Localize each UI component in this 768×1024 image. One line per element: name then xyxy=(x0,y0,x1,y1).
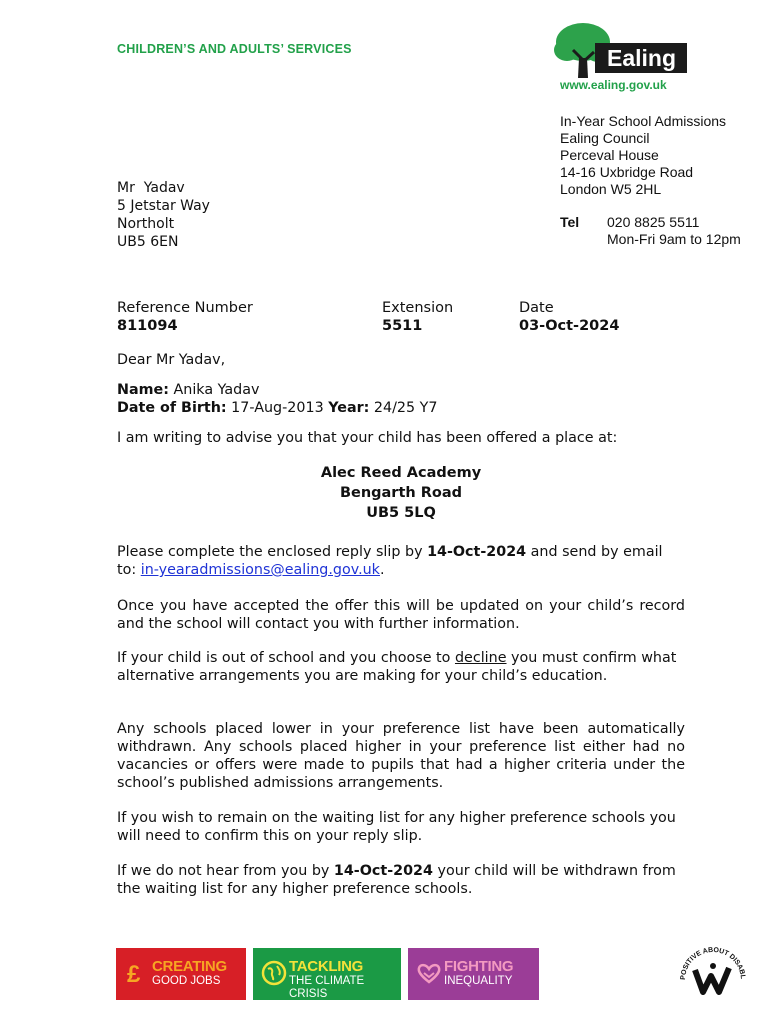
extension-label: Extension xyxy=(382,300,454,316)
school-postcode: UB5 5LQ xyxy=(366,505,436,521)
reply-text: . xyxy=(379,562,385,578)
child-dob: 17-Aug-2013 xyxy=(231,400,324,416)
recipient-name: Mr Yadav xyxy=(117,180,185,196)
date-label: Date xyxy=(519,300,554,316)
badge-subtitle: INEQUALITY xyxy=(444,975,513,987)
date-field xyxy=(519,299,619,335)
address-line: 14-16 Uxbridge Road xyxy=(560,164,694,180)
reply-text: Please complete the enclosed reply slip by xyxy=(117,544,428,560)
recipient-line: Northolt xyxy=(117,216,175,232)
school-name: Alec Reed Academy xyxy=(320,465,482,481)
tel-number[interactable]: 020 8825 5511 xyxy=(607,214,700,230)
website-link[interactable]: www.ealing.gov.uk xyxy=(560,78,667,92)
extension-value: 5511 xyxy=(382,318,423,334)
decline-paragraph: If your child is out of school and you choose to decline you must confirm what alternative arrangements you are making for your child’s education. xyxy=(117,650,677,684)
badge-tackling-climate-crisis xyxy=(253,948,401,1000)
reply-instructions xyxy=(117,543,685,579)
withdraw-paragraph: If we do not hear from you by 14-Oct-2024 your child will be withdrawn from the waiting list for any higher preference schools. xyxy=(117,863,676,897)
school-street: Bengarth Road xyxy=(339,485,463,501)
admissions-email-link[interactable]: in-yearadmissions@ealing.gov.uk xyxy=(140,562,380,578)
preferences-paragraph: Any schools placed lower in your preference list have been automatically withdrawn. Any schools placed higher in your preference list either had no vacancies or offers were made to pupils that had a higher criteria under the school’s published admissions arrangements. xyxy=(117,721,685,791)
reference-value: 811094 xyxy=(117,318,178,334)
badge-subtitle: GOOD JOBS xyxy=(152,975,221,987)
badge-creating-good-jobs xyxy=(116,948,246,1000)
heart-hands-icon xyxy=(416,960,442,986)
address-line: In-Year School Admissions xyxy=(560,113,727,129)
disability-confident-logo xyxy=(673,940,753,1010)
intro-text: I am writing to advise you that your child has been offered a place at: xyxy=(117,430,618,446)
badge-title: CREATING xyxy=(152,958,227,975)
address-line: Ealing Council xyxy=(560,130,650,146)
logo-wordmark: Ealing xyxy=(595,43,687,73)
reply-deadline: 14-Oct-2024 xyxy=(427,544,527,560)
recipient-address xyxy=(117,179,210,251)
child-details xyxy=(117,381,685,417)
address-line: Perceval House xyxy=(560,147,659,163)
globe-icon xyxy=(261,960,287,986)
tel-label: Tel xyxy=(560,214,580,230)
address-line: London W5 2HL xyxy=(560,181,662,197)
ealing-logo[interactable] xyxy=(553,20,693,96)
recipient-line: 5 Jetstar Way xyxy=(117,198,210,214)
pound-icon xyxy=(124,960,150,986)
salutation: Dear Mr Yadav, xyxy=(117,352,226,368)
badge-fighting-inequality xyxy=(408,948,539,1000)
office-hours: Mon-Fri 9am to 12pm xyxy=(607,231,741,247)
svg-text:POSITIVE ABOUT DISABLED PEOPLE: POSITIVE ABOUT DISABL xyxy=(679,946,747,981)
recipient-postcode: UB5 6EN xyxy=(117,234,179,250)
reference-field xyxy=(117,299,253,335)
name-label: Name: xyxy=(117,382,169,398)
child-name: Anika Yadav xyxy=(173,382,260,398)
department-heading: CHILDREN’S AND ADULTS’ SERVICES xyxy=(117,42,352,56)
accept-paragraph: Once you have accepted the offer this will be updated on your child’s record and the school will contact you with further information. xyxy=(117,598,685,632)
disability-symbol-icon xyxy=(673,940,753,1010)
school-block xyxy=(117,463,685,523)
child-year: 24/25 Y7 xyxy=(373,400,438,416)
withdraw-deadline: 14-Oct-2024 xyxy=(333,863,433,879)
svg-text:£: £ xyxy=(127,961,141,986)
badge-title: FIGHTING xyxy=(444,958,514,975)
badge-title: TACKLING xyxy=(289,958,363,975)
extension-field xyxy=(382,299,453,335)
reference-label: Reference Number xyxy=(117,300,253,316)
date-value: 03-Oct-2024 xyxy=(519,318,620,334)
waiting-list-paragraph: If you wish to remain on the waiting list for any higher preference schools you will need to confirm this on your reply slip. xyxy=(117,810,676,844)
badge-subtitle: THE CLIMATE CRISIS xyxy=(289,975,365,1000)
reply-text: and send by email to: xyxy=(117,544,663,578)
year-label: Year: xyxy=(328,400,370,416)
dob-label: Date of Birth: xyxy=(117,400,227,416)
council-address xyxy=(560,113,726,198)
decline-word: decline xyxy=(454,650,507,666)
